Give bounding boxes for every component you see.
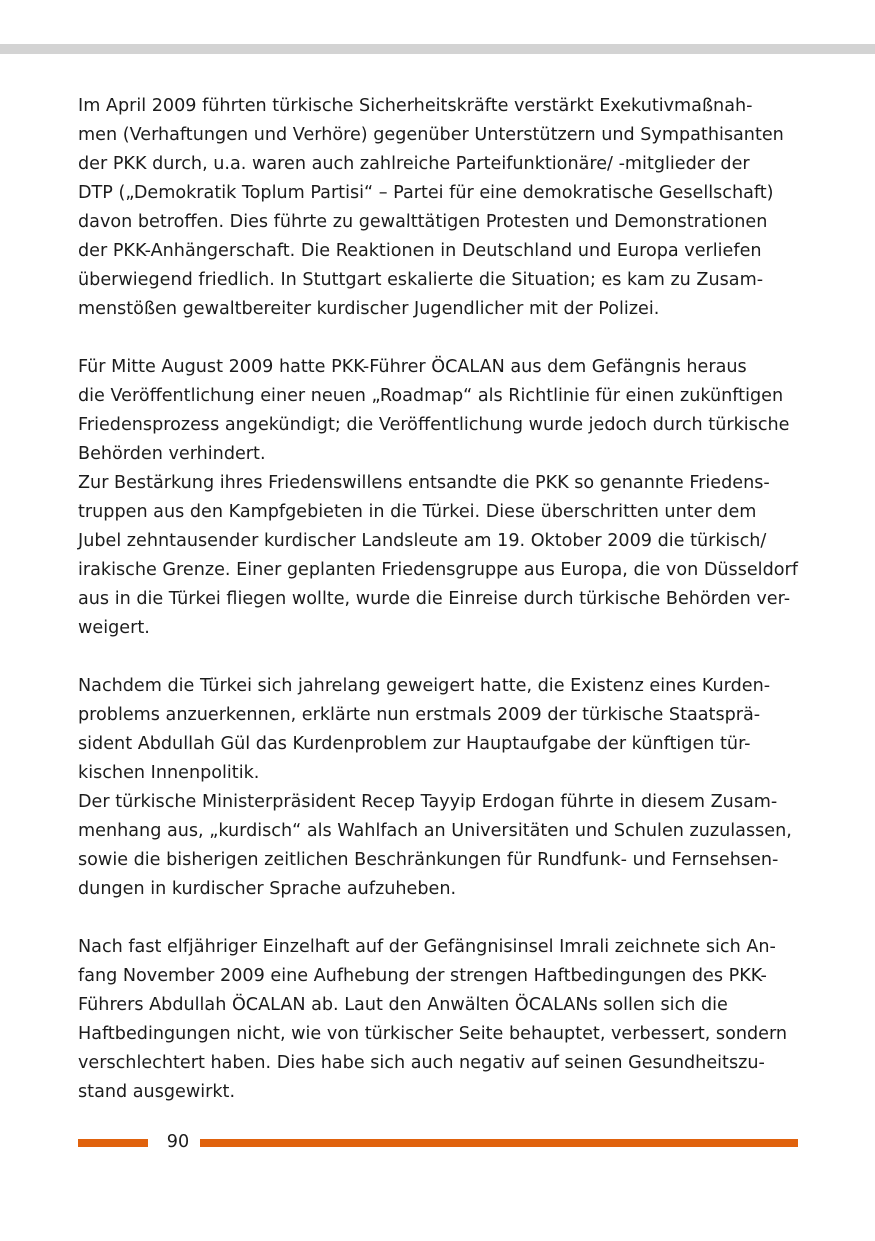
text-line: Jubel zehntausender kurdischer Landsleute am 19. Oktober 2009 die türkisch/ [78, 531, 767, 551]
text-line: problems anzuerkennen, erklärte nun erstmals 2009 der türkische Staatsprä- [78, 705, 761, 725]
text-line: die Veröffentlichung einer neuen „Roadmap“ als Richtlinie für einen zukünftigen [78, 386, 784, 406]
paragraph-1 [78, 92, 798, 324]
paragraph-4 [78, 933, 798, 1107]
text-line: menstößen gewaltbereiter kurdischer Jugendlicher mit der Polizei. [78, 299, 660, 319]
text-line: Haftbedingungen nicht, wie von türkischer Seite behauptet, verbessert, sondern [78, 1024, 788, 1044]
footer-accent-bar-left [78, 1139, 148, 1147]
text-line: sident Abdullah Gül das Kurdenproblem zur Hauptaufgabe der künftigen tür- [78, 734, 751, 754]
paragraph-spacer [78, 324, 798, 353]
paragraph-spacer [78, 643, 798, 672]
text-line: Zur Bestärkung ihres Friedenswillens entsandte die PKK so genannte Friedens- [78, 473, 770, 493]
footer-accent-bar-right [200, 1139, 798, 1147]
text-line: der PKK durch, u.a. waren auch zahlreiche Parteifunktionäre/ -mitglieder der [78, 154, 750, 174]
text-line: men (Verhaftungen und Verhöre) gegenüber Unterstützern und Sympathisanten [78, 125, 784, 145]
text-line: davon betroffen. Dies führte zu gewalttätigen Protesten und Demonstrationen [78, 212, 768, 232]
document-body [78, 92, 798, 1107]
text-line: überwiegend friedlich. In Stuttgart eskalierte die Situation; es kam zu Zusam- [78, 270, 764, 290]
text-line: dungen in kurdischer Sprache aufzuheben. [78, 879, 457, 899]
text-line: Der türkische Ministerpräsident Recep Tayyip Erdogan führte in diesem Zusam- [78, 792, 778, 812]
text-line: menhang aus, „kurdisch“ als Wahlfach an Universitäten und Schulen zuzulassen, [78, 821, 792, 841]
paragraph-3 [78, 672, 798, 904]
page-footer [78, 1128, 798, 1158]
text-line: Für Mitte August 2009 hatte PKK-Führer ÖCALAN aus dem Gefängnis heraus [78, 357, 747, 377]
text-line: Nachdem die Türkei sich jahrelang geweigert hatte, die Existenz eines Kurden- [78, 676, 771, 696]
text-line: Behörden verhindert. [78, 444, 266, 464]
text-line: Nach fast elfjähriger Einzelhaft auf der Gefängnisinsel Imrali zeichnete sich An- [78, 937, 776, 957]
text-line: aus in die Türkei fliegen wollte, wurde die Einreise durch türkische Behörden ver- [78, 589, 791, 609]
text-line: stand ausgewirkt. [78, 1082, 236, 1102]
text-line: irakische Grenze. Einer geplanten Friedensgruppe aus Europa, die von Düsseldorf [78, 560, 798, 580]
text-line: sowie die bisherigen zeitlichen Beschränkungen für Rundfunk- und Fernsehsen- [78, 850, 779, 870]
text-line: verschlechtert haben. Dies habe sich auch negativ auf seinen Gesundheitszu- [78, 1053, 765, 1073]
text-line: fang November 2009 eine Aufhebung der strengen Haftbedingungen des PKK- [78, 966, 767, 986]
text-line: truppen aus den Kampfgebieten in die Türkei. Diese überschritten unter dem [78, 502, 757, 522]
header-divider [0, 44, 875, 54]
paragraph-spacer [78, 904, 798, 933]
text-line: der PKK-Anhängerschaft. Die Reaktionen in Deutschland und Europa verliefen [78, 241, 762, 261]
paragraph-2 [78, 353, 798, 643]
page-number: 90 [166, 1132, 190, 1152]
text-line: weigert. [78, 618, 150, 638]
text-line: kischen Innenpolitik. [78, 763, 260, 783]
text-line: Führers Abdullah ÖCALAN ab. Laut den Anwälten ÖCALANs sollen sich die [78, 995, 728, 1015]
text-line: DTP („Demokratik Toplum Partisi“ – Partei für eine demokratische Gesellschaft) [78, 183, 774, 203]
text-line: Im April 2009 führten türkische Sicherheitskräfte verstärkt Exekutivmaßnah- [78, 96, 753, 116]
text-line: Friedensprozess angekündigt; die Veröffentlichung wurde jedoch durch türkische [78, 415, 790, 435]
